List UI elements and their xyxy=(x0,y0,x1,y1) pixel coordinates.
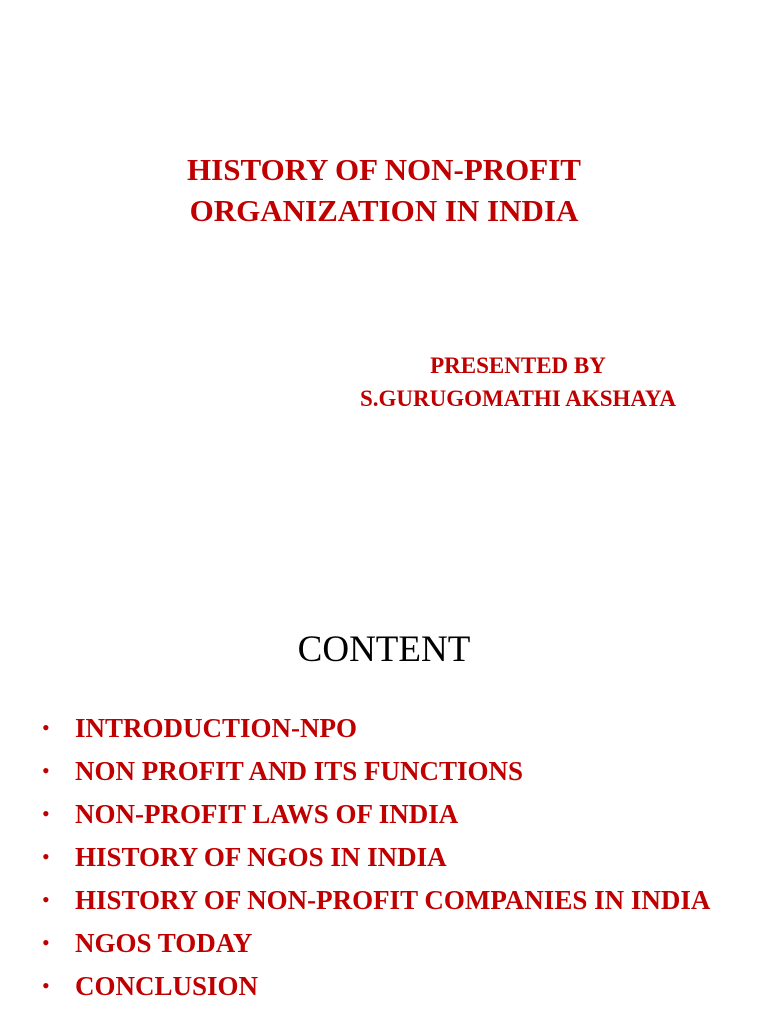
content-heading: CONTENT xyxy=(297,629,471,670)
list-item xyxy=(42,796,732,832)
presenter-block xyxy=(300,349,736,415)
content-slide xyxy=(0,560,768,1024)
list-item-text: HISTORY OF NON-PROFIT COMPANIES IN INDIA xyxy=(75,885,711,915)
list-item-text: CONCLUSION xyxy=(75,971,259,1001)
list-item xyxy=(42,925,732,961)
bullet-icon: • xyxy=(42,887,50,912)
list-item-text: INTRODUCTION-NPO xyxy=(75,713,358,743)
list-item-text: HISTORY OF NGOS IN INDIA xyxy=(75,842,447,872)
slide-title-line-1: HISTORY OF NON-PROFIT xyxy=(187,152,581,187)
content-list xyxy=(42,710,732,1011)
list-item xyxy=(42,839,732,875)
list-item xyxy=(42,882,732,918)
bullet-icon: • xyxy=(42,801,50,826)
slide-title xyxy=(0,149,768,231)
list-item xyxy=(42,968,732,1004)
presenter-name: S.GURUGOMATHI AKSHAYA xyxy=(359,386,677,411)
presented-by-label: PRESENTED BY xyxy=(430,353,606,378)
list-item-text: NGOS TODAY xyxy=(75,928,253,958)
bullet-icon: • xyxy=(42,844,50,869)
slide-title-line-2: ORGANIZATION IN INDIA xyxy=(189,193,579,228)
list-item-text: NON-PROFIT LAWS OF INDIA xyxy=(75,799,459,829)
bullet-icon: • xyxy=(42,758,50,783)
list-item xyxy=(42,710,732,746)
list-item xyxy=(42,753,732,789)
list-item-text: NON PROFIT AND ITS FUNCTIONS xyxy=(75,756,524,786)
bullet-icon: • xyxy=(42,930,50,955)
bullet-icon: • xyxy=(42,973,50,998)
bullet-icon: • xyxy=(42,715,50,740)
